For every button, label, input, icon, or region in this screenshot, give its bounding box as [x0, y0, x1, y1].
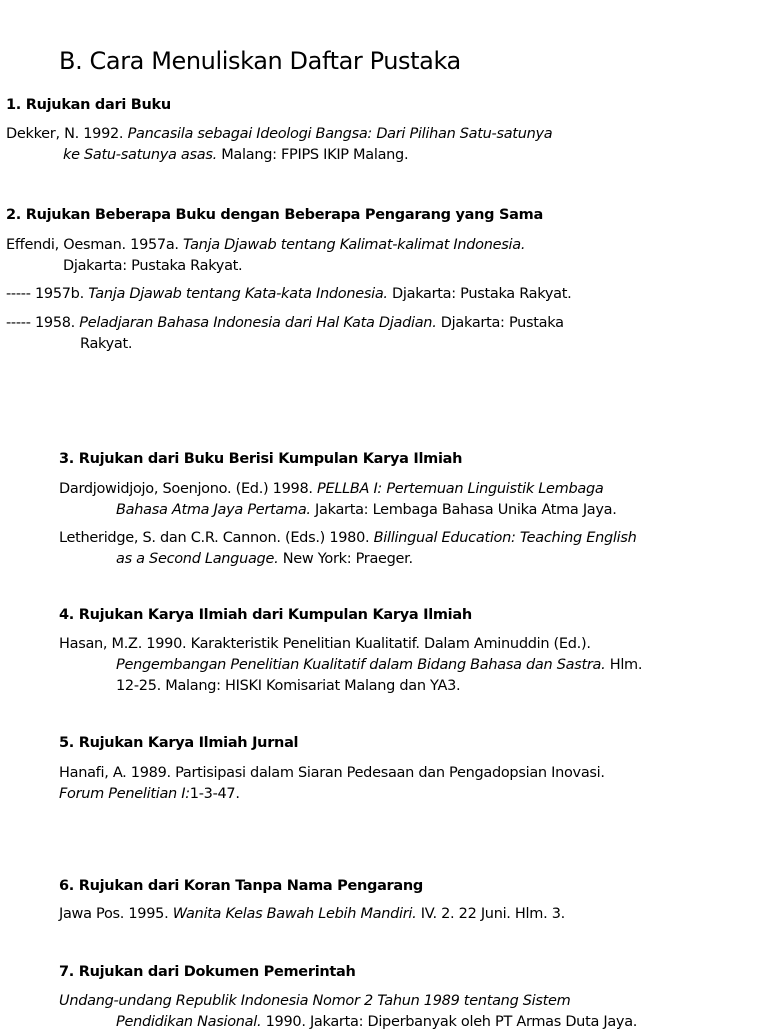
reference-entry [59, 763, 605, 805]
ref-pages: Hlm. [605, 657, 643, 673]
reference-entry [59, 991, 637, 1033]
ref-journal: Forum Penelitian I: [59, 786, 190, 802]
ref-publisher: 12-25. Malang: HISKI Komisariat Malang dan YA3. [116, 678, 461, 694]
ref-title-cont: Pendidikan Nasional. [116, 1014, 262, 1030]
ref-author: Effendi, Oesman. 1957a. [6, 237, 184, 253]
reference-entry [6, 235, 525, 277]
title-text: Cara Menuliskan Daftar Pustaka [89, 47, 461, 75]
reference-entry [59, 634, 642, 697]
reference-entry [6, 313, 564, 355]
section-heading-5: 5. Rujukan Karya Ilmiah Jurnal [59, 735, 299, 751]
ref-pages: 1-3-47. [189, 786, 240, 802]
ref-author: Dardjowidjojo, Soenjono. (Ed.) 1998. [59, 481, 318, 497]
ref-publisher: Djakarta: Pustaka Rakyat. [63, 258, 243, 274]
reference-entry [6, 124, 552, 166]
reference-entry [6, 284, 571, 305]
ref-author: ----- 1957b. [6, 286, 89, 302]
ref-title: Wanita Kelas Bawah Lebih Mandiri. [172, 906, 417, 922]
reference-entry [59, 528, 637, 570]
ref-publisher: Djakarta: Pustaka [436, 315, 564, 331]
ref-title-cont: ke Satu-satunya asas. [63, 147, 217, 163]
ref-title: Tanja Djawab tentang Kalimat-kalimat Indonesia. [183, 237, 526, 253]
page-title [59, 47, 461, 75]
ref-details: IV. 2. 22 Juni. Hlm. 3. [416, 906, 565, 922]
ref-publisher: Malang: FPIPS IKIP Malang. [216, 147, 409, 163]
ref-author: Hanafi, A. 1989. Partisipasi dalam Siaran Pedesaan dan Pengadopsian Inovasi. [59, 765, 605, 781]
section-heading-7: 7. Rujukan dari Dokumen Pemerintah [59, 964, 356, 980]
ref-title-cont: Bahasa Atma Jaya Pertama. [116, 502, 311, 518]
ref-title: Peladjaran Bahasa Indonesia dari Hal Kata Djadian. [79, 315, 437, 331]
ref-author: Hasan, M.Z. 1990. Karakteristik Penelitian Kualitatif. Dalam Aminuddin (Ed.). [59, 636, 591, 652]
ref-author: ----- 1958. [6, 315, 80, 331]
section-heading-4: 4. Rujukan Karya Ilmiah dari Kumpulan Karya Ilmiah [59, 607, 472, 623]
reference-entry [59, 904, 565, 925]
ref-title: Pancasila sebagai Ideologi Bangsa: Dari Pilihan Satu-satunya [127, 126, 553, 142]
ref-title: Pengembangan Penelitian Kualitatif dalam Bidang Bahasa dan Sastra. [116, 657, 606, 673]
ref-title: Undang-undang Republik Indonesia Nomor 2 Tahun 1989 tentang Sistem [59, 993, 571, 1009]
ref-title: Tanja Djawab tentang Kata-kata Indonesia. [88, 286, 388, 302]
ref-publisher: 1990. Jakarta: Diperbanyak oleh PT Armas Duta Jaya. [261, 1014, 638, 1030]
ref-publisher: Jakarta: Lembaga Bahasa Unika Atma Jaya. [310, 502, 617, 518]
reference-entry [59, 479, 617, 521]
section-heading-2: 2. Rujukan Beberapa Buku dengan Beberapa Pengarang yang Sama [6, 207, 543, 223]
section-heading-1: 1. Rujukan dari Buku [6, 97, 171, 113]
ref-publisher-cont: Rakyat. [80, 336, 133, 352]
ref-title: PELLBA I: Pertemuan Linguistik Lembaga [317, 481, 604, 497]
section-heading-6: 6. Rujukan dari Koran Tanpa Nama Pengarang [59, 878, 423, 894]
ref-publisher: Djakarta: Pustaka Rakyat. [387, 286, 572, 302]
section-heading-3: 3. Rujukan dari Buku Berisi Kumpulan Karya Ilmiah [59, 451, 463, 467]
ref-author: Dekker, N. 1992. [6, 126, 128, 142]
ref-author: Letheridge, S. dan C.R. Cannon. (Eds.) 1980. [59, 530, 374, 546]
ref-title: Billingual Education: Teaching English [373, 530, 637, 546]
ref-author: Jawa Pos. 1995. [59, 906, 173, 922]
title-prefix: B. [59, 47, 83, 75]
ref-title-cont: as a Second Language. [116, 551, 279, 567]
ref-publisher: New York: Praeger. [278, 551, 413, 567]
